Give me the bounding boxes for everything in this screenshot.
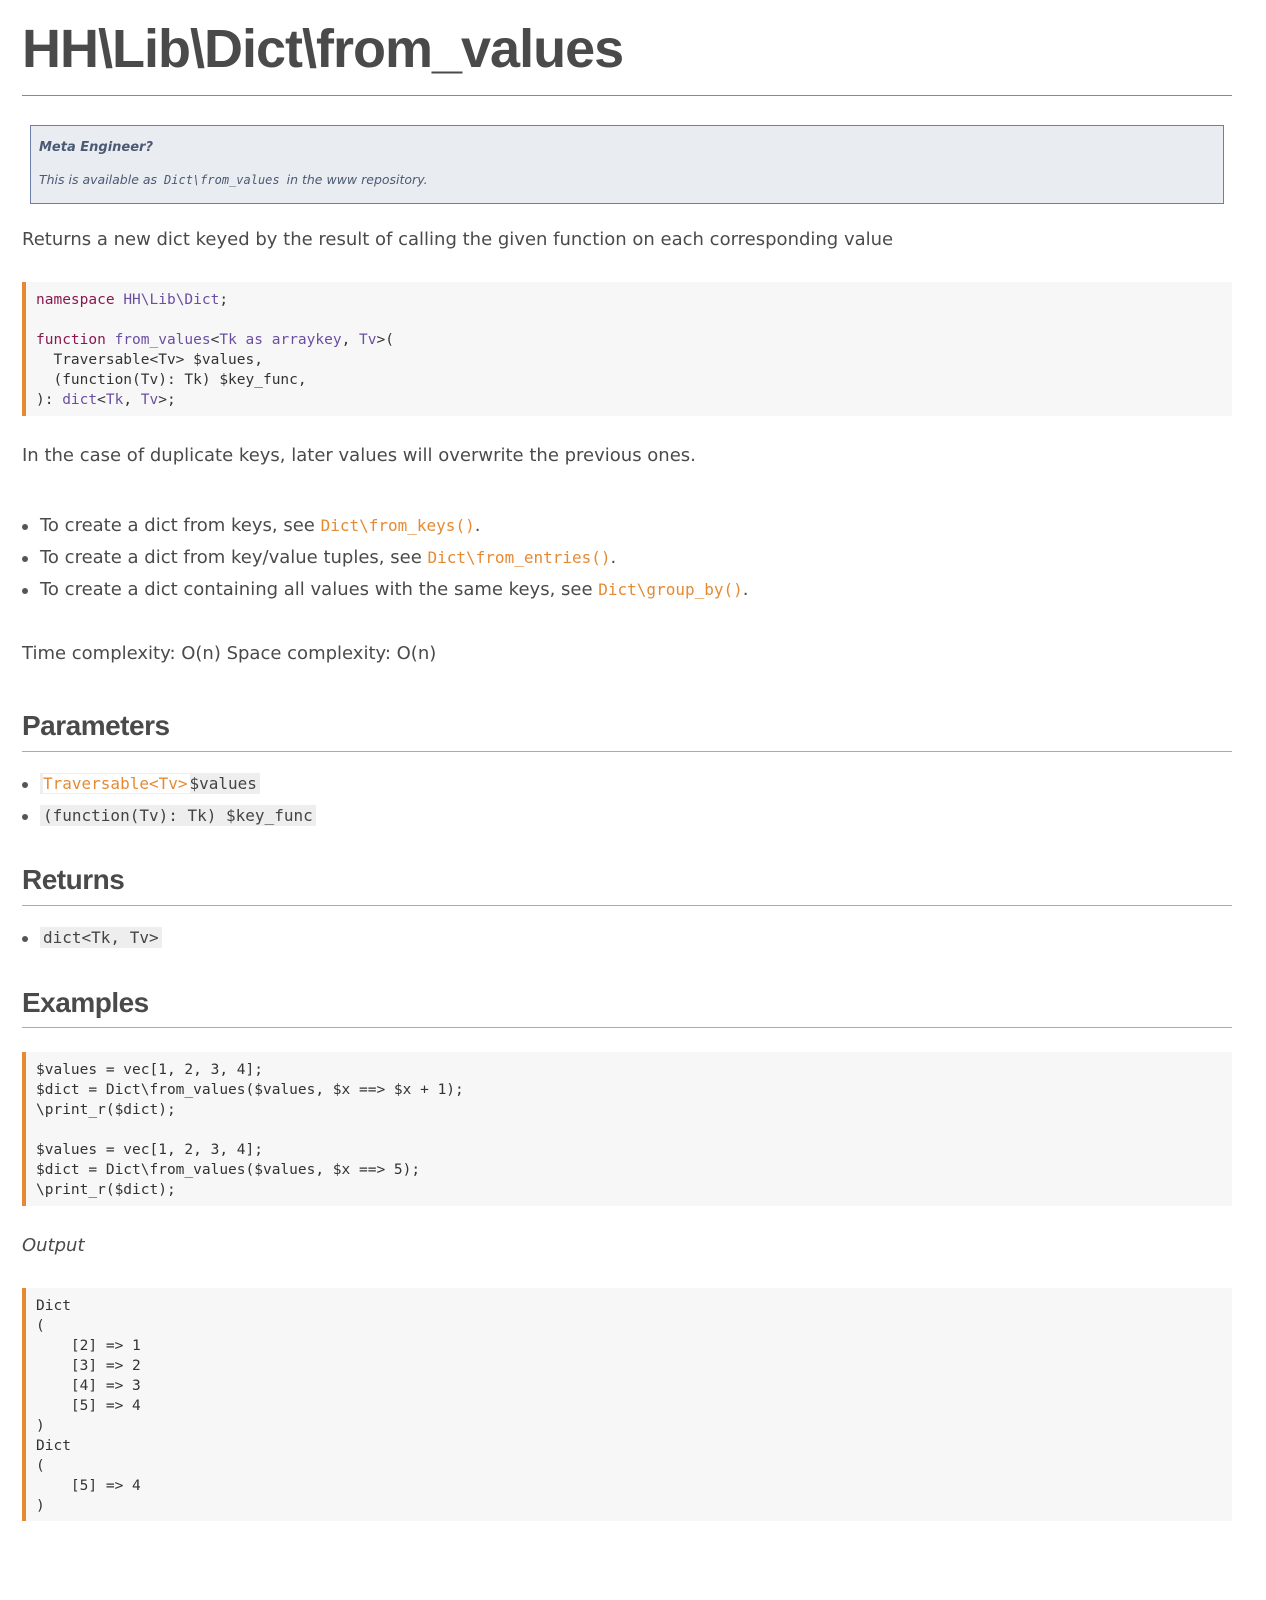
- page-title: HH\Lib\Dict\from_values: [22, 19, 624, 79]
- param-key-func: (function(Tv): Tk) $key_func: [40, 805, 316, 826]
- param-values: [40, 773, 260, 794]
- list-item: [22, 924, 162, 956]
- signature-line: (function(Tv): Tk) $key_func,: [36, 372, 307, 388]
- code-blank-line: [36, 1120, 1232, 1140]
- returns-heading: Returns: [22, 864, 125, 895]
- code-line: \print_r($dict);: [36, 1182, 176, 1198]
- code-type: Tv: [140, 392, 159, 408]
- example-code-block: [22, 1052, 1232, 1206]
- code-function-name: from_values: [114, 332, 211, 348]
- title-divider: [22, 95, 1232, 96]
- meta-engineer-note: [30, 125, 1224, 204]
- see-also-end: .: [474, 515, 481, 536]
- signature-line: Traversable<Tv> $values,: [36, 352, 263, 368]
- code-line: [5] => 4: [36, 1398, 141, 1414]
- code-punct: >(: [376, 332, 394, 348]
- see-also-end: .: [742, 579, 749, 600]
- signature-code-block: [22, 282, 1232, 416]
- parameters-divider: [22, 751, 1232, 752]
- complexity-text: Time complexity: O(n) Space complexity: O(n): [22, 643, 437, 664]
- code-line: ): [36, 1498, 45, 1514]
- code-keyword-as: as: [236, 332, 272, 348]
- duplicate-keys-note: In the case of duplicate keys, later values will overwrite the previous ones.: [22, 445, 696, 466]
- code-line: Dict: [36, 1438, 71, 1454]
- see-also-text: To create a dict from key/value tuples, see: [40, 547, 428, 568]
- code-punct: ,: [341, 332, 360, 348]
- code-line: [5] => 4: [36, 1478, 141, 1494]
- code-line: $values = vec[1, 2, 3, 4];: [36, 1062, 263, 1078]
- code-keyword: namespace: [36, 292, 115, 308]
- code-type: dict: [62, 392, 98, 408]
- returns-divider: [22, 905, 1232, 906]
- code-line: $dict = Dict\from_values($values, $x ==> 5);: [36, 1162, 421, 1178]
- meta-note-heading: Meta Engineer?: [39, 140, 154, 155]
- parameters-heading: Parameters: [22, 710, 170, 741]
- code-type: Tk: [219, 332, 237, 348]
- list-item: [22, 576, 749, 608]
- param-type-link[interactable]: Traversable<Tv>: [43, 774, 188, 793]
- signature-line: [36, 390, 1232, 410]
- code-line: ): [36, 1418, 45, 1434]
- code-line: [3] => 2: [36, 1358, 141, 1374]
- see-also-text: To create a dict containing all values with the same keys, see: [40, 579, 599, 600]
- return-type: dict<Tk, Tv>: [40, 927, 162, 948]
- code-punct: <: [210, 332, 220, 348]
- list-item: [22, 512, 749, 544]
- examples-divider: [22, 1027, 1232, 1028]
- see-also-list: [22, 512, 749, 608]
- list-item: [22, 802, 316, 834]
- code-punct: >;: [158, 392, 176, 408]
- meta-note-text: [39, 172, 428, 187]
- output-label: Output: [22, 1235, 85, 1256]
- meta-note-text-before: This is available as: [39, 172, 158, 187]
- code-punct: ;: [219, 292, 229, 308]
- link-from-entries[interactable]: Dict\from_entries(): [427, 548, 611, 567]
- code-line: [2] => 1: [36, 1338, 141, 1354]
- code-punct: ):: [36, 392, 63, 408]
- output-code-block: [22, 1288, 1232, 1521]
- see-also-text: To create a dict from keys, see: [40, 515, 321, 536]
- meta-note-code: Dict\from_values: [164, 173, 280, 187]
- returns-list: [22, 924, 162, 956]
- examples-heading: Examples: [22, 987, 149, 1018]
- code-line: (: [36, 1318, 45, 1334]
- code-line: (: [36, 1458, 45, 1474]
- code-namespace: HH\Lib\Dict: [123, 292, 220, 308]
- list-item: [22, 544, 749, 576]
- signature-line: [36, 330, 1232, 350]
- code-line: [4] => 3: [36, 1378, 141, 1394]
- code-type: Tv: [359, 332, 377, 348]
- param-name: $values: [189, 774, 257, 793]
- parameters-list: [22, 770, 316, 834]
- code-punct: <: [97, 392, 106, 408]
- signature-line: [36, 290, 1232, 310]
- see-also-end: .: [610, 547, 617, 568]
- link-group-by[interactable]: Dict\group_by(): [598, 580, 743, 599]
- code-blank-line: [36, 310, 1232, 330]
- list-item: [22, 770, 316, 802]
- meta-note-text-after: in the www repository.: [286, 172, 428, 187]
- code-line: \print_r($dict);: [36, 1102, 176, 1118]
- code-punct: ,: [123, 392, 141, 408]
- code-line: $dict = Dict\from_values($values, $x ==> $x + 1);: [36, 1082, 464, 1098]
- code-keyword: function: [36, 332, 106, 348]
- code-type: Tk: [105, 392, 124, 408]
- code-line: $values = vec[1, 2, 3, 4];: [36, 1142, 263, 1158]
- summary-text: Returns a new dict keyed by the result of calling the given function on each corresponding value: [22, 229, 894, 250]
- link-from-keys[interactable]: Dict\from_keys(): [320, 516, 475, 535]
- code-type: arraykey: [271, 332, 342, 348]
- code-line: Dict: [36, 1298, 71, 1314]
